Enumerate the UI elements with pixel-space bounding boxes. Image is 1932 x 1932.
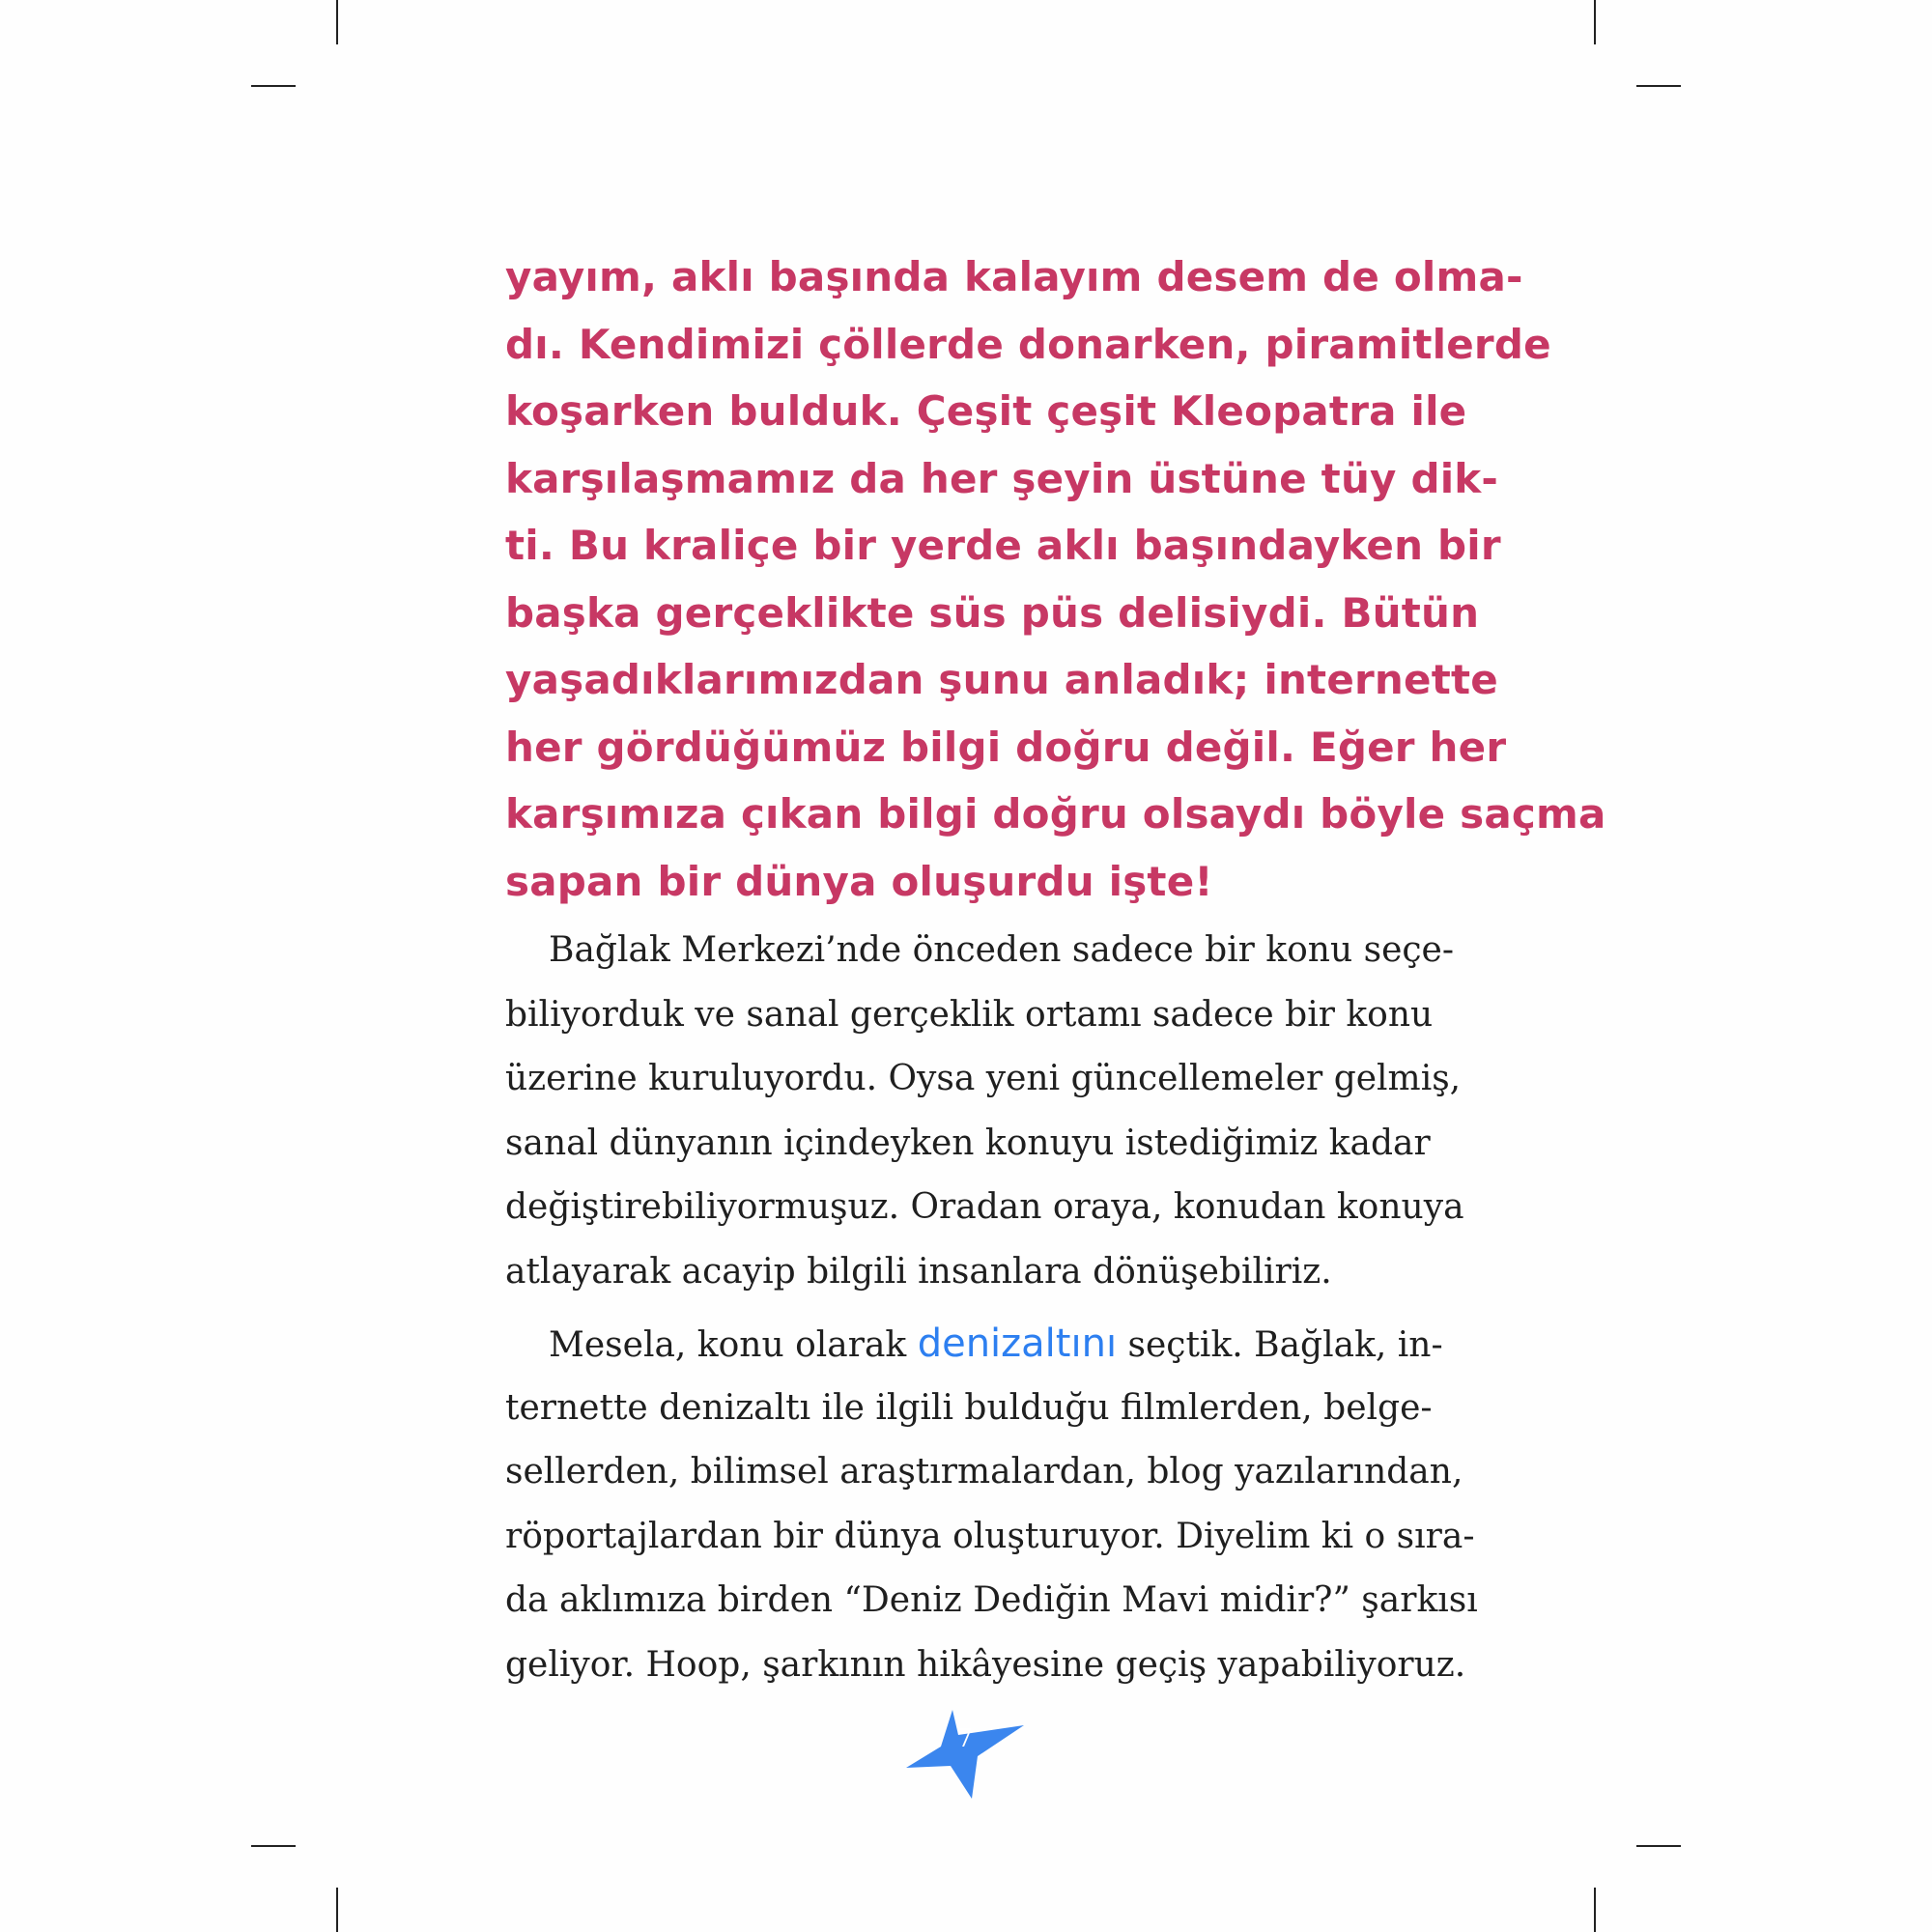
highlighted-line: ti. Bu kraliçe bir yerde aklı başındayken bir — [505, 522, 1501, 569]
highlighted-line: başka gerçeklikte süs püs delisiydi. Bütün — [505, 588, 1480, 637]
crop-mark-bottom-right — [1594, 1888, 1596, 1932]
crop-mark-top-right — [1594, 0, 1596, 44]
highlighted-line: yaşadıklarımızdan şunu anladık; internette — [505, 656, 1498, 703]
body-paragraph-2 — [505, 1312, 1478, 1697]
paragraph-line: da aklımıza birden “Deniz Dediğin Mavi midir?” şarkısı — [505, 1580, 1478, 1620]
paragraph-line: sanal dünyanın içindeyken konuyu istediğimiz kadar — [505, 1122, 1431, 1163]
crop-mark-top-left — [336, 0, 338, 44]
highlighted-text-block — [505, 243, 1606, 915]
highlighted-line: koşarken bulduk. Çeşit çeşit Kleopatra ile — [505, 387, 1467, 435]
paragraph-line: Bağlak Merkezi’nde önceden sadece bir konu seçe- — [549, 930, 1455, 970]
highlighted-line: dı. Kendimizi çöllerde donarken, piramitlerde — [505, 320, 1551, 368]
page-number: 7 — [956, 1724, 974, 1753]
paragraph-line: biliyorduk ve sanal gerçeklik ortamı sadece bir konu — [505, 994, 1434, 1035]
highlighted-line: karşımıza çıkan bilgi doğru olsaydı böyle saçma — [505, 790, 1606, 838]
crop-mark-top-left-h — [251, 85, 296, 87]
crop-mark-bottom-right-h — [1636, 1845, 1681, 1847]
body-paragraph-1 — [505, 919, 1464, 1304]
paragraph-line: üzerine kuruluyordu. Oysa yeni güncellemeler gelmiş, — [505, 1059, 1462, 1098]
paragraph-line: sellerden, bilimsel araştırmalardan, blog yazılarından, — [505, 1452, 1463, 1492]
highlighted-line: yayım, aklı başında kalayım desem de olma- — [505, 253, 1523, 300]
highlighted-line: karşılaşmamız da her şeyin üstüne tüy dik- — [505, 454, 1499, 502]
highlighted-line: her gördüğümüz bilgi doğru değil. Eğer her — [505, 723, 1507, 771]
crop-mark-bottom-left-h — [251, 1845, 296, 1847]
highlighted-line: sapan bir dünya oluşurdu işte! — [505, 857, 1213, 905]
paragraph-text: seçtik. Bağlak, in- — [1127, 1325, 1443, 1365]
paragraph-line: atlayarak acayip bilgili insanlara dönüşebiliriz. — [505, 1251, 1332, 1292]
crop-mark-bottom-left — [336, 1888, 338, 1932]
highlighted-word: denizaltını — [917, 1321, 1118, 1366]
paragraph-line: röportajlardan bir dünya oluşturuyor. Diyelim ki o sıra- — [505, 1516, 1475, 1556]
paragraph-line — [505, 1312, 1443, 1377]
crop-mark-top-right-h — [1636, 85, 1681, 87]
paragraph-text: Mesela, konu olarak — [549, 1325, 907, 1365]
paragraph-line: geliyor. Hoop, şarkının hikâyesine geçiş yapabiliyoruz. — [505, 1644, 1466, 1685]
star-icon — [904, 1708, 1026, 1801]
paragraph-line: değiştirebiliyormuşuz. Oradan oraya, konudan konuya — [505, 1187, 1464, 1227]
paragraph-line: ternette denizaltı ile ilgili bulduğu filmlerden, belge- — [505, 1387, 1433, 1428]
